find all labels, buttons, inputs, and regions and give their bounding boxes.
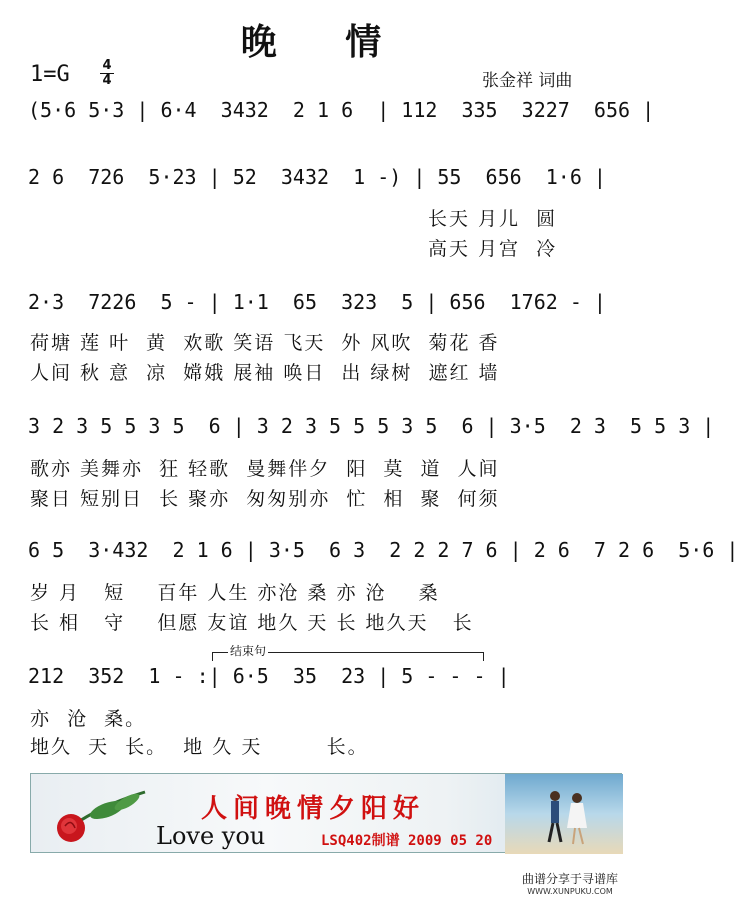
score-line bbox=[28, 165, 632, 205]
footer-url: WWW.XUNPUKU.COM bbox=[527, 887, 613, 896]
lyric-verse-1: 亦 沧 桑。 bbox=[30, 708, 147, 730]
footer bbox=[505, 870, 635, 896]
notes: 6 5 3·432 2 1 6 | 3·5 6 3 2 2 2 7 6 | 2 6 7 2 6 5·6 | bbox=[28, 538, 738, 562]
song-title: 晚 情 bbox=[240, 22, 410, 63]
time-signature-top: 4 bbox=[102, 58, 112, 73]
banner-credit: LSQ402制谱 2009 05 20 bbox=[321, 833, 493, 849]
time-signature-bottom: 4 bbox=[102, 73, 112, 88]
banner-title: 人间晚情夕阳好 bbox=[201, 794, 426, 824]
score-line bbox=[28, 98, 655, 138]
lyric-verse-1: 歌亦 美舞亦 狂 轻歌 曼舞伴夕 阳 莫 道 人间 bbox=[30, 458, 500, 480]
key-signature: 1=G bbox=[30, 62, 70, 87]
lyric-verse-1: 岁 月 短 百年 人生 亦沧 桑 亦 沧 桑 bbox=[30, 582, 440, 604]
time-signature bbox=[100, 60, 114, 87]
notes: (5·6 5·3 | 6·4 3432 2 1 6 | 112 335 3227 656 | bbox=[28, 98, 655, 122]
banner bbox=[30, 773, 622, 853]
ending-label: 结束句 bbox=[230, 644, 267, 658]
lyric-verse-1: 长天 月儿 圆 bbox=[428, 208, 558, 230]
notes: 212 352 1 - :| 6·5 35 23 | 5 - - - | bbox=[28, 664, 510, 688]
notes: 2·3 7226 5 - | 1·1 65 323 5 | 656 1762 - | bbox=[28, 290, 606, 314]
lyric-verse-2: 聚日 短别日 长 聚亦 匆匆别亦 忙 相 聚 何须 bbox=[30, 488, 500, 510]
footer-text: 曲谱分享于寻谱库 bbox=[521, 872, 618, 886]
notes: 3 2 3 5 5 3 5 6 | 3 2 3 5 5 5 3 5 6 | 3·5 2 3 5 5 3 | bbox=[28, 414, 715, 438]
banner-love-text: Love you bbox=[156, 822, 266, 850]
score-line bbox=[28, 664, 632, 704]
lyric-verse-1: 荷塘 莲 叶 黄 欢歌 笑语 飞天 外 风吹 菊花 香 bbox=[30, 332, 500, 354]
lyric-verse-2: 地久 天 长。 地 久 天 长。 bbox=[30, 736, 369, 758]
score-line bbox=[28, 290, 632, 330]
score-line bbox=[28, 414, 715, 454]
notes: 2 6 726 5·23 | 52 3432 1 -) | 55 656 1·6 | bbox=[28, 165, 606, 189]
lyric-verse-2: 长 相 守 但愿 友谊 地久 天 长 地久天 长 bbox=[30, 612, 474, 634]
rose-icon bbox=[45, 784, 155, 848]
lyric-verse-2: 高天 月宫 冷 bbox=[428, 238, 558, 260]
couple-photo bbox=[505, 774, 623, 854]
author-credit: 张金祥 词曲 bbox=[482, 71, 573, 91]
lyric-verse-2: 人间 秋 意 凉 嫦娥 展袖 唤日 出 绿树 遮红 墙 bbox=[30, 362, 500, 384]
score-line bbox=[28, 538, 738, 578]
